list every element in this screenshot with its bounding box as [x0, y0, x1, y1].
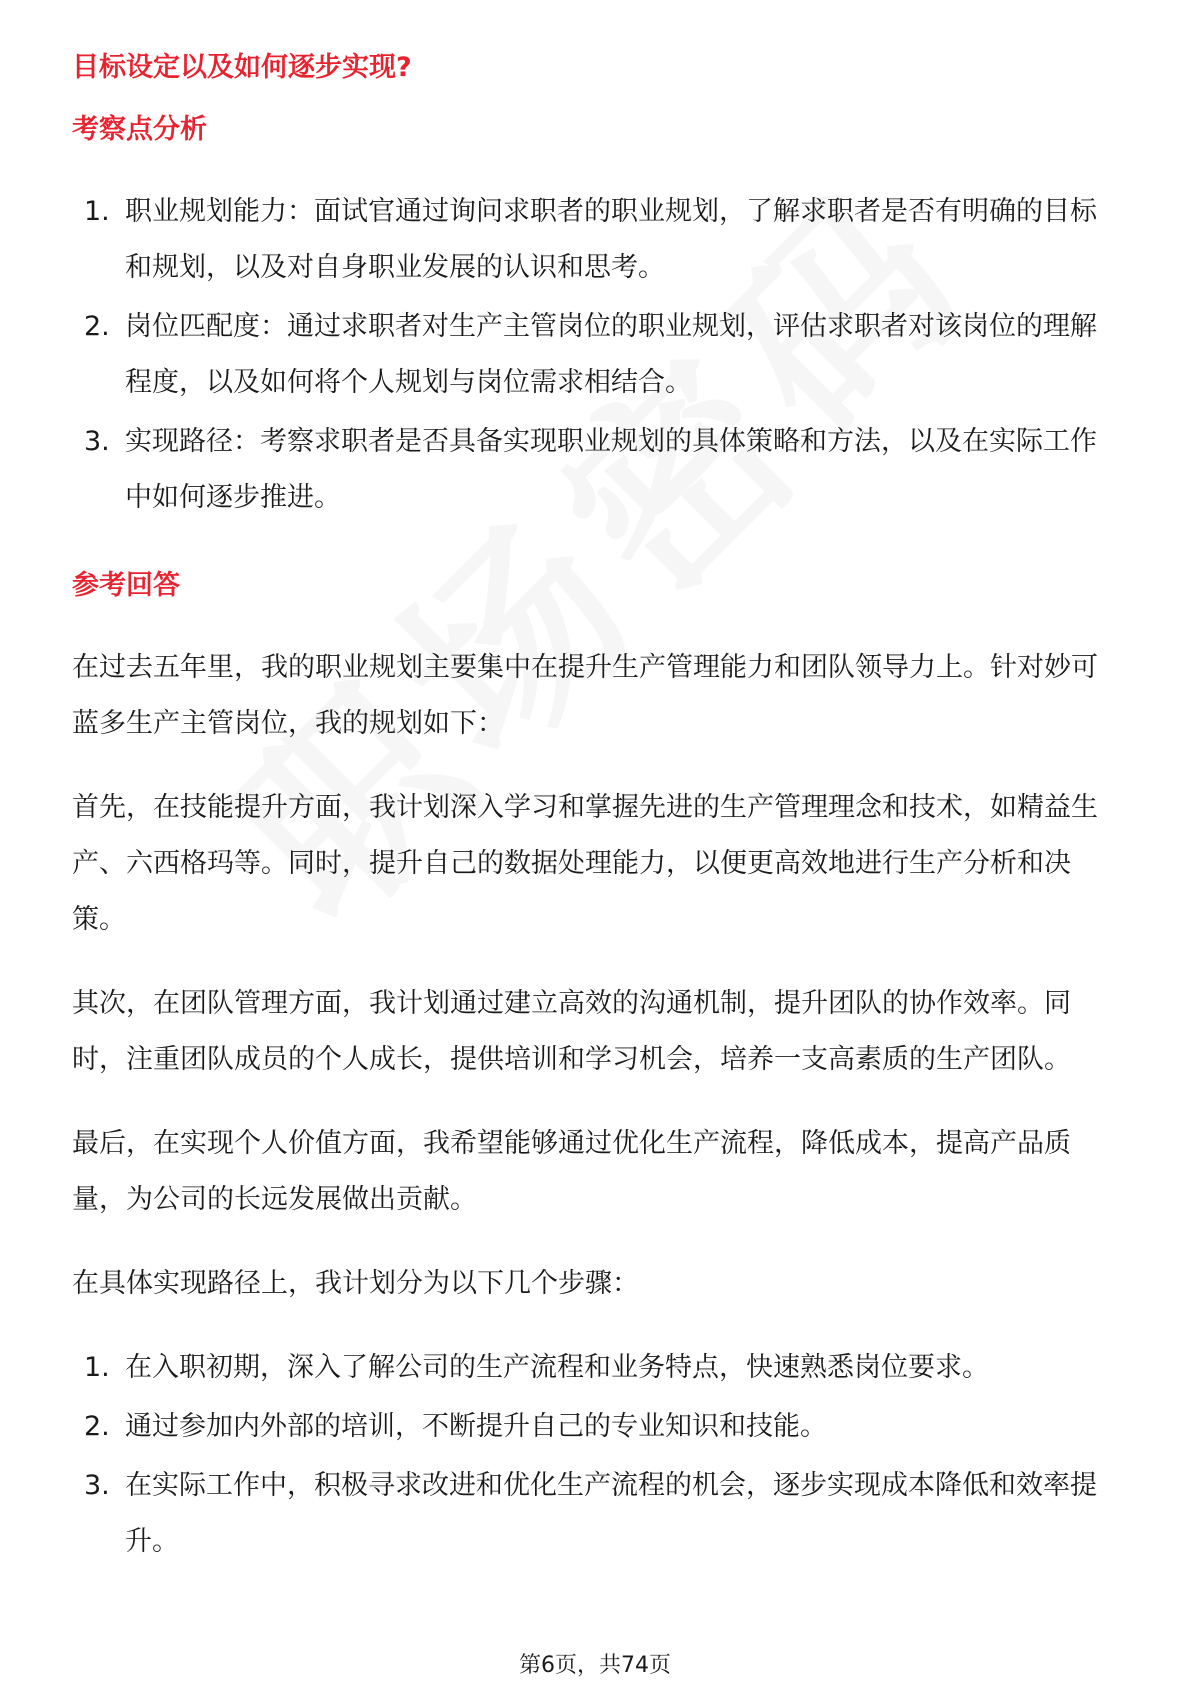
- list-item-text: 在实际工作中，积极寻求改进和优化生产流程的机会，逐步实现成本降低和效率提升。: [125, 1470, 1097, 1557]
- list-item-text: 通过参加内外部的培训，不断提升自己的专业知识和技能。: [125, 1411, 827, 1442]
- answer-paragraph: 在过去五年里，我的职业规划主要集中在提升生产管理能力和团队领导力上。针对妙可蓝多生产主管岗位，我的规划如下：: [72, 652, 1098, 739]
- question-title: 目标设定以及如何逐步实现?: [72, 52, 412, 83]
- answer-heading: 参考回答: [72, 570, 180, 601]
- list-number: 3.: [84, 1470, 110, 1501]
- steps-list: [72, 1340, 1122, 1570]
- analysis-heading: 考察点分析: [72, 114, 207, 145]
- list-item-text: 职业规划能力：面试官通过询问求职者的职业规划，了解求职者是否有明确的目标和规划，以及对自身职业发展的认识和思考。: [125, 196, 1097, 283]
- list-number: 1.: [84, 196, 110, 227]
- document-page: [72, 48, 1122, 1573]
- list-item: [72, 184, 1122, 296]
- list-item: [72, 1458, 1122, 1570]
- list-number: 2.: [84, 1411, 110, 1442]
- list-number: 2.: [84, 311, 110, 342]
- list-item: [72, 1399, 1122, 1455]
- answer-paragraph: 其次，在团队管理方面，我计划通过建立高效的沟通机制，提升团队的协作效率。同时，注重团队成员的个人成长，提供培训和学习机会，培养一支高素质的生产团队。: [72, 988, 1071, 1075]
- list-item: [72, 299, 1122, 411]
- list-number: 3.: [84, 426, 110, 457]
- answer-paragraph: 首先，在技能提升方面，我计划深入学习和掌握先进的生产管理理念和技术，如精益生产、六西格玛等。同时，提升自己的数据处理能力，以便更高效地进行生产分析和决策。: [72, 792, 1098, 935]
- list-item-text: 在入职初期，深入了解公司的生产流程和业务特点，快速熟悉岗位要求。: [125, 1352, 989, 1383]
- list-number: 1.: [84, 1352, 110, 1383]
- analysis-list: [72, 184, 1122, 526]
- list-item: [72, 414, 1122, 526]
- list-item: [72, 1340, 1122, 1396]
- page-footer: 第6页，共74页: [519, 1653, 671, 1678]
- list-item-text: 实现路径：考察求职者是否具备实现职业规划的具体策略和方法，以及在实际工作中如何逐步推进。: [125, 426, 1097, 513]
- answer-paragraph: 在具体实现路径上，我计划分为以下几个步骤：: [72, 1268, 639, 1299]
- list-item-text: 岗位匹配度：通过求职者对生产主管岗位的职业规划，评估求职者对该岗位的理解程度，以及如何将个人规划与岗位需求相结合。: [125, 311, 1097, 398]
- answer-paragraph: 最后，在实现个人价值方面，我希望能够通过优化生产流程，降低成本，提高产品质量，为公司的长远发展做出贡献。: [72, 1128, 1071, 1215]
